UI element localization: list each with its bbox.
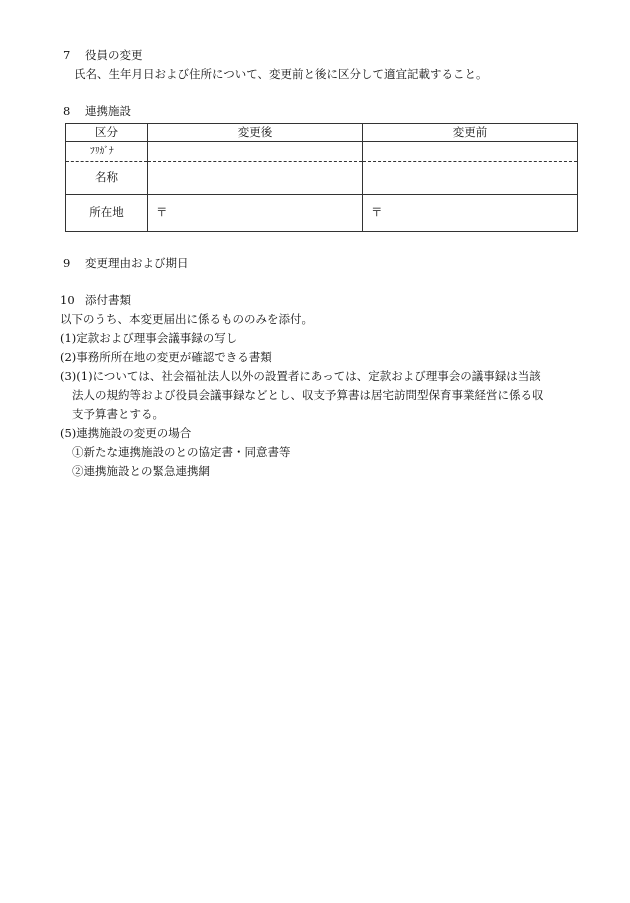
attachment-item-5-sub-1: ①新たな連携施設のとの協定書・同意書等 — [72, 445, 291, 459]
section-9-heading — [63, 258, 189, 270]
section-9-title: 変更理由および期日 — [85, 256, 189, 270]
postal-mark-before: 〒 — [371, 205, 383, 220]
section-9-number: 9 — [63, 256, 71, 270]
section-7-title: 役員の変更 — [85, 48, 143, 62]
section-7-body: 氏名、生年月日および住所について、変更前と後に区分して適宜記載すること。 — [74, 67, 488, 81]
section-7-heading — [63, 50, 143, 62]
furigana-after-cell[interactable] — [148, 142, 363, 162]
table-header-row — [66, 124, 578, 142]
section-8-title: 連携施設 — [85, 104, 131, 118]
attachment-item-5-sub-2: ②連携施設との緊急連携網 — [72, 464, 210, 478]
attachment-item-2: (2)事務所所在地の変更が確認できる書類 — [60, 350, 272, 364]
attachment-item-5: (5)連携施設の変更の場合 — [60, 426, 192, 440]
attachment-item-3-line-3: 支予算書とする。 — [72, 407, 164, 421]
furigana-before-cell[interactable] — [363, 142, 578, 162]
section-10-number: 10 — [60, 293, 75, 307]
facility-table — [65, 123, 578, 232]
header-before-change: 変更前 — [363, 124, 578, 142]
section-8-heading — [63, 106, 131, 118]
table-row-address — [66, 195, 578, 232]
header-after-change: 変更後 — [148, 124, 363, 142]
table-row-name — [66, 162, 578, 195]
header-category: 区分 — [66, 124, 148, 142]
name-after-cell[interactable] — [148, 162, 363, 195]
section-7-number: 7 — [63, 48, 71, 62]
section-10-heading — [60, 295, 131, 307]
address-after-cell[interactable] — [148, 195, 363, 232]
section-10-intro: 以下のうち、本変更届出に係るもののみを添付。 — [60, 312, 313, 326]
address-label: 所在地 — [66, 195, 148, 232]
attachment-item-3-line-1: (3)(1)については、社会福祉法人以外の設置者にあっては、定款および理事会の議事録は当該 — [60, 369, 541, 383]
section-10-title: 添付書類 — [85, 293, 131, 307]
attachment-item-1: (1)定款および理事会議事録の写し — [60, 331, 238, 345]
attachment-item-3-line-2: 法人の規約等および役員会議事録などとし、収支予算書は居宅訪問型保育事業経営に係る収 — [72, 388, 544, 402]
table-row-furigana — [66, 142, 578, 162]
postal-mark-after: 〒 — [156, 205, 168, 220]
name-before-cell[interactable] — [363, 162, 578, 195]
address-before-cell[interactable] — [363, 195, 578, 232]
section-8-number: 8 — [63, 104, 71, 118]
furigana-label: ﾌﾘｶﾞﾅ — [66, 142, 148, 162]
name-label: 名称 — [66, 162, 148, 195]
